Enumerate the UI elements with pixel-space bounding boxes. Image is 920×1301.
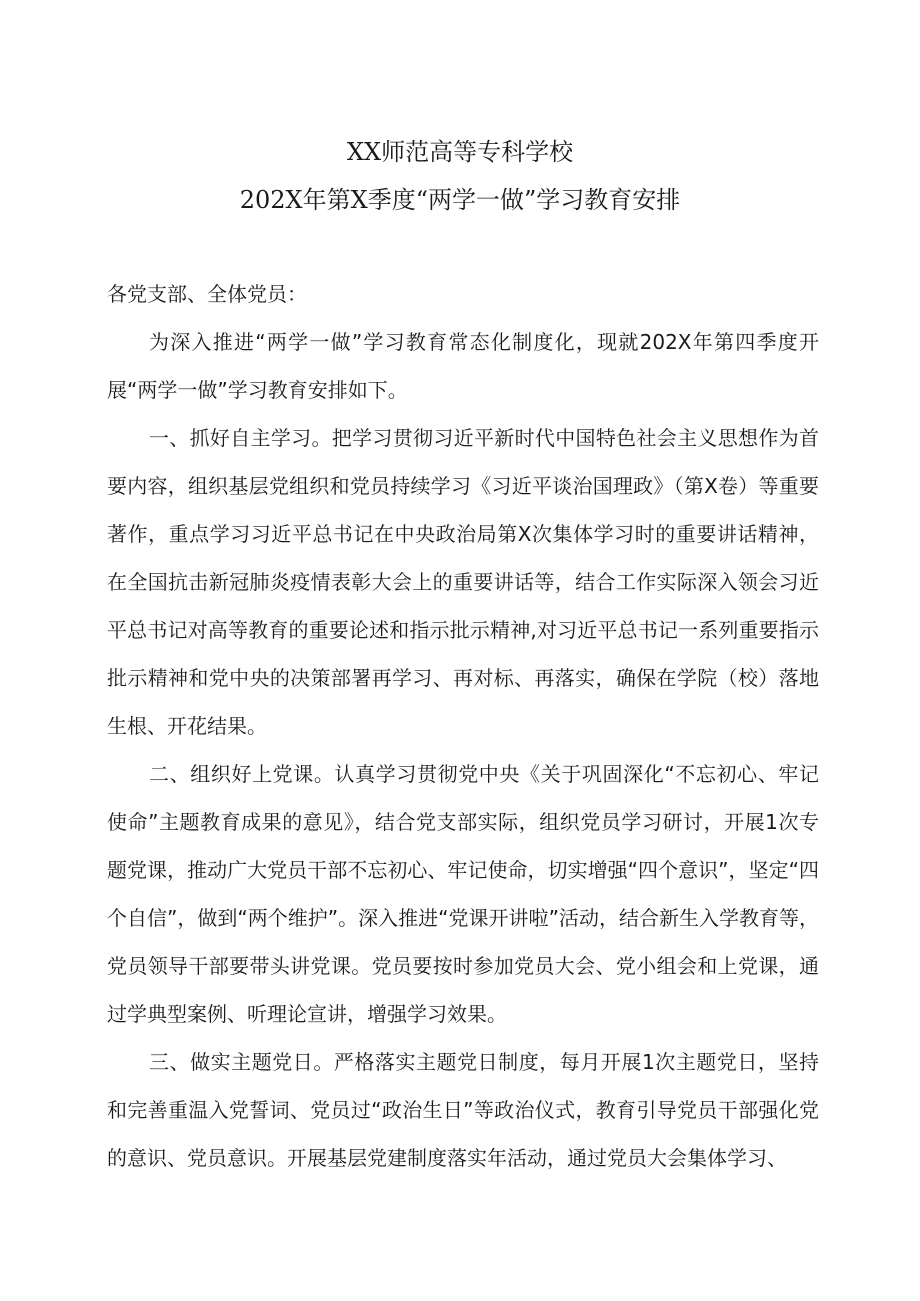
section-theme-party-day: 三、做实主题党日。严格落实主题党日制度，每月开展1次主题党日，坚持和完善重温入党誓词、党员过“政治生日”等政治仪式，教育引导党员干部强化党的意识、党员意识。开展基层党建制度落实年活动，通过党员大会集体学习、 [107,1050,819,1170]
section-self-study: 一、抓好自主学习。把学习贯彻习近平新时代中国特色社会主义思想作为首要内容，组织基层党组织和党员持续学习《习近平谈治国理政》（第X卷）等重要著作，重点学习习近平总书记在中央政治局第X次集体学习时的重要讲话精神，在全国抗击新冠肺炎疫情表彰大会上的重要讲话等，结合工作实际深入领会习近平总书记对高等教育的重要论述和指示批示精神,对习近平总书记一系列重要指示批示精神和党中央的决策部署再学习、再对标、再落实，确保在学院（校）落地生根、开花结果。 [107,426,819,738]
school-name-title: XX师范高等专科学校 [346,138,574,166]
document-title: 202X年第X季度“两学一做”学习教育安排 [239,186,681,214]
salutation: 各党支部、全体党员： [107,282,307,306]
intro-paragraph: 为深入推进“两学一做”学习教育常态化制度化，现就202X年第四季度开展“两学一做”学习教育安排如下。 [107,330,819,402]
section-party-lecture: 二、组织好上党课。认真学习贯彻党中央《关于巩固深化“不忘初心、牢记使命”主题教育成果的意见》，结合党支部实际，组织党员学习研讨，开展1次专题党课，推动广大党员干部不忘初心、牢记使命，切实增强“四个意识”，坚定“四个自信”，做到“两个维护”。深入推进“党课开讲啦”活动，结合新生入学教育等，党员领导干部要带头讲党课。党员要按时参加党员大会、党小组会和上党课，通过学典型案例、听理论宣讲，增强学习效果。 [107,762,819,1026]
